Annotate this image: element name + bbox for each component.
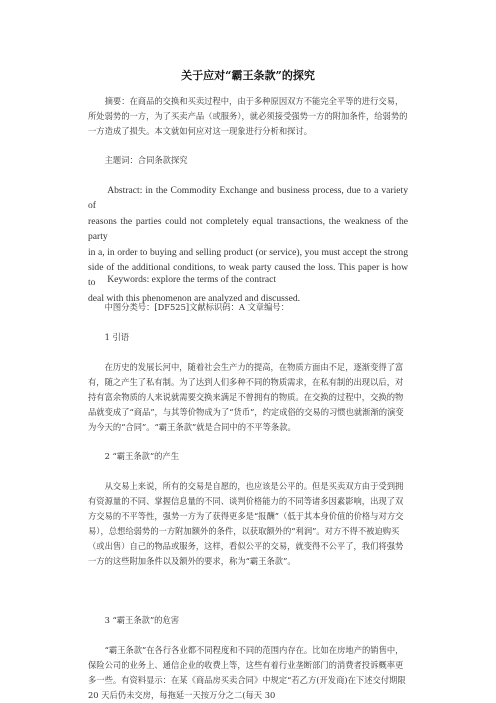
section-heading: 2 “霸王条款”的产生 (104, 451, 180, 461)
section-heading: 3 “霸王条款”的危害 (104, 615, 180, 625)
abstract-en-line: side of the additional conditions, to weak party caused the loss. This paper is how to (88, 262, 408, 289)
section-body: “霸王条款”在各行各业都不同程度和不同的范围内存在。比如在房地产的销售中，保险公司的业务上、通信企业的收费上等，这些有着行业垄断部门的消费者投诉概率更多一些。有资料显示：在某《商品房买卖合同》中规定“若乙方(开发商)在下述交付期限 20 天后仍未交房，每拖延一天按万分之二(每天 30 (88, 645, 406, 700)
abstract-en-line: Abstract: in the Commodity Exchange and business process, due to a variety of (88, 185, 408, 212)
section-body: 从交易上来说，所有的交易是自愿的，也应该是公平的。但是买卖双方由于受到拥有资源量的不同、掌握信息量的不同、谈判价格能力的不同等诸多因素影响，出现了双方交易的不平等性，强势一方为了获得更多是“报酬”（低于其本身价值的价格与对方交易），总想给弱势的一方附加额外的条件，以获取额外的“利润”。对方不得不被迫购买（或出售）自己的物品或服务，这样，看似公平的交易，就变得不公平了，我们将强势一方的这些附加条件以及额外的要求，称为“霸王条款”。 (88, 481, 404, 566)
document-title: 关于应对“霸王条款”的探究 (181, 69, 315, 82)
section-heading: 1 引语 (104, 332, 130, 342)
keywords-cn: 主题词：合同条款探究 (104, 155, 188, 165)
abstract-cn: 摘要：在商品的交换和买卖过程中，由于多种原因双方不能完全平等的进行交易，所处弱势的一方，为了买卖产品（或服务），就必须接受强势一方的附加条件，给弱势的一方造成了损失。本文就如何应对这一现象进行分析和探讨。 (88, 96, 408, 136)
abstract-en-line: in a, in order to buying and selling product (or service), you must accept the strong (88, 246, 408, 258)
classification-line: 中图分类号：[DF525]文献标识码：A 文章编号： (104, 302, 289, 312)
abstract-en (88, 183, 408, 306)
abstract-en-line: reasons the parties could not completely equal transactions, the weakness of the party (88, 215, 408, 243)
abstract-en-line: deal with this phenomenon are analyzed and discussed. (88, 292, 301, 304)
keywords-en: Keywords: explore the terms of the contract (107, 274, 277, 285)
section-body: 在历史的发展长河中，随着社会生产力的提高，在物质方面由不足，逐渐变得了富有，随之产生了私有制。为了达到人们多种不同的物质需求，在私有制的出现以后，对持有富余物质的人来说就需要交换来满足不曾拥有的物质。在交换的过程中，交换的物品就变成了“商品”，与其等价物成为了“货币”，约定成俗的交易的习惯也就渐渐的演变为今天的“合同”。“霸王条款”就是合同中的不平等条款。 (88, 362, 404, 432)
